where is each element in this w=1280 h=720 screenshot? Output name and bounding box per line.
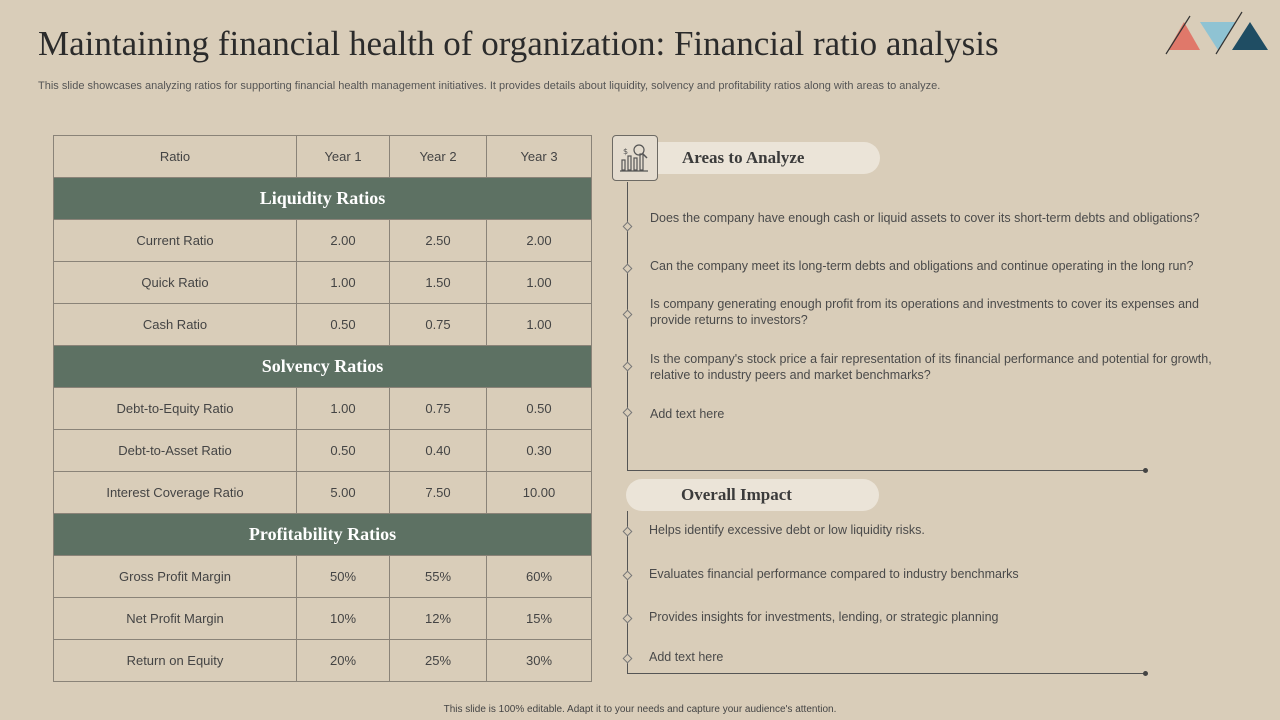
table-row bbox=[54, 556, 592, 598]
ratio-name: Net Profit Margin bbox=[54, 598, 297, 640]
table-cell: 1.50 bbox=[390, 262, 487, 304]
table-cell: 30% bbox=[487, 640, 592, 682]
table-cell: 2.50 bbox=[390, 220, 487, 262]
ratio-name: Return on Equity bbox=[54, 640, 297, 682]
bullet-diamond bbox=[623, 362, 633, 372]
table-cell: 10% bbox=[297, 598, 390, 640]
ratio-name: Cash Ratio bbox=[54, 304, 297, 346]
bullet-diamond bbox=[623, 310, 633, 320]
table-cell: 15% bbox=[487, 598, 592, 640]
table-row bbox=[54, 598, 592, 640]
table-cell: 50% bbox=[297, 556, 390, 598]
table-row bbox=[54, 430, 592, 472]
areas-timeline-base bbox=[627, 470, 1145, 471]
impact-timeline-base bbox=[627, 673, 1145, 674]
svg-text:$: $ bbox=[623, 147, 629, 156]
impact-header-pill bbox=[626, 479, 879, 511]
table-cell: 2.00 bbox=[297, 220, 390, 262]
table-cell: 55% bbox=[390, 556, 487, 598]
section-header-profitability bbox=[54, 514, 592, 556]
table-cell: 20% bbox=[297, 640, 390, 682]
section-header-liquidity bbox=[54, 178, 592, 220]
table-cell: 0.75 bbox=[390, 388, 487, 430]
table-header-row bbox=[54, 136, 592, 178]
footer-note: This slide is 100% editable. Adapt it to your needs and capture your audience's attention. bbox=[443, 704, 837, 715]
ratio-name: Debt-to-Equity Ratio bbox=[54, 388, 297, 430]
table-cell: 1.00 bbox=[297, 388, 390, 430]
column-header: Ratio bbox=[54, 136, 297, 178]
bullet-diamond bbox=[623, 614, 633, 624]
bullet-diamond bbox=[623, 408, 633, 418]
ratio-table bbox=[53, 135, 592, 682]
column-header: Year 2 bbox=[390, 136, 487, 178]
table-cell: 0.40 bbox=[390, 430, 487, 472]
table-cell: 12% bbox=[390, 598, 487, 640]
table-cell: 7.50 bbox=[390, 472, 487, 514]
areas-item: Does the company have enough cash or liquid assets to cover its short-term debts and obligations? bbox=[650, 211, 1200, 225]
ratio-name: Gross Profit Margin bbox=[54, 556, 297, 598]
section-title: Profitability Ratios bbox=[54, 514, 592, 556]
table-row bbox=[54, 220, 592, 262]
bullet-diamond bbox=[623, 571, 633, 581]
page-subtitle: This slide showcases analyzing ratios for supporting financial health management initiatives. It provides details about liquidity, solvency and profitability ratios along with areas to analyze. bbox=[38, 80, 941, 92]
table-cell: 0.30 bbox=[487, 430, 592, 472]
ratio-name: Interest Coverage Ratio bbox=[54, 472, 297, 514]
impact-timeline-end bbox=[1143, 671, 1148, 676]
column-header: Year 3 bbox=[487, 136, 592, 178]
table-row bbox=[54, 640, 592, 682]
areas-timeline-end bbox=[1143, 468, 1148, 473]
areas-item: Add text here bbox=[650, 407, 725, 421]
table-row bbox=[54, 262, 592, 304]
page-title: Maintaining financial health of organization: Financial ratio analysis bbox=[38, 24, 999, 63]
section-header-solvency bbox=[54, 346, 592, 388]
table-cell: 1.00 bbox=[297, 262, 390, 304]
areas-title: Areas to Analyze bbox=[682, 148, 805, 167]
bullet-diamond bbox=[623, 527, 633, 537]
table-cell: 1.00 bbox=[487, 262, 592, 304]
areas-item: Is company generating enough profit from its operations and investments to cover its expenses and provide returns to investors? bbox=[650, 297, 1199, 327]
table-row bbox=[54, 472, 592, 514]
impact-item: Provides insights for investments, lending, or strategic planning bbox=[649, 610, 999, 624]
ratio-name: Quick Ratio bbox=[54, 262, 297, 304]
table-row bbox=[54, 388, 592, 430]
areas-header-pill bbox=[640, 142, 880, 174]
bullet-diamond bbox=[623, 222, 633, 232]
bullet-diamond bbox=[623, 654, 633, 664]
areas-item: Is the company's stock price a fair representation of its financial performance and potential for growth, relative to industry peers and market benchmarks? bbox=[650, 352, 1212, 382]
ratio-name: Current Ratio bbox=[54, 220, 297, 262]
table-row bbox=[54, 304, 592, 346]
table-cell: 0.50 bbox=[297, 430, 390, 472]
section-title: Solvency Ratios bbox=[54, 346, 592, 388]
table-cell: 0.50 bbox=[487, 388, 592, 430]
impact-item: Add text here bbox=[649, 650, 724, 664]
impact-title: Overall Impact bbox=[681, 485, 792, 504]
table-cell: 60% bbox=[487, 556, 592, 598]
impact-item: Helps identify excessive debt or low liquidity risks. bbox=[649, 523, 925, 537]
table-cell: 1.00 bbox=[487, 304, 592, 346]
table-cell: 0.75 bbox=[390, 304, 487, 346]
table-cell: 5.00 bbox=[297, 472, 390, 514]
impact-item: Evaluates financial performance compared to industry benchmarks bbox=[649, 567, 1019, 581]
section-title: Liquidity Ratios bbox=[54, 178, 592, 220]
bullet-diamond bbox=[623, 264, 633, 274]
ratio-name: Debt-to-Asset Ratio bbox=[54, 430, 297, 472]
table-cell: 0.50 bbox=[297, 304, 390, 346]
financial-analysis-icon bbox=[612, 135, 658, 181]
logo-triangles-icon bbox=[1164, 10, 1268, 56]
table-cell: 25% bbox=[390, 640, 487, 682]
table-cell: 10.00 bbox=[487, 472, 592, 514]
areas-item: Can the company meet its long-term debts and obligations and continue operating in the long run? bbox=[650, 259, 1194, 273]
column-header: Year 1 bbox=[297, 136, 390, 178]
table-cell: 2.00 bbox=[487, 220, 592, 262]
